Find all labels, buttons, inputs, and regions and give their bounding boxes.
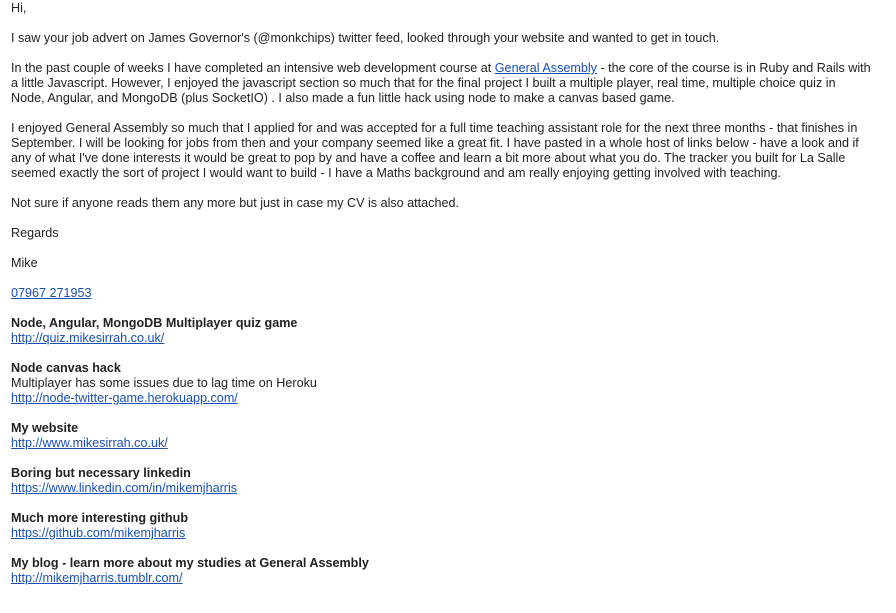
- paragraph-teaching: [11, 121, 891, 181]
- website-link[interactable]: http://www.mikesirrah.co.uk/: [11, 436, 168, 450]
- signoff: Regards: [11, 226, 59, 240]
- link-title: My website: [11, 421, 79, 435]
- linkedin-link[interactable]: https://www.linkedin.com/in/mikemjharris: [11, 481, 238, 495]
- link-title: Much more interesting github: [11, 511, 189, 525]
- course-text-start: In the past couple of weeks I have completed an intensive web development course at: [11, 61, 495, 75]
- greeting: Hi,: [11, 1, 27, 15]
- link-title: My blog - learn more about my studies at General Assembly: [11, 556, 369, 570]
- teaching-line3: any of what I've done interests it would be great to pop by and have a coffee and learn a bit more about what you do. The tracker you built for La Salle: [11, 151, 846, 165]
- blog-link[interactable]: http://mikemjharris.tumblr.com/: [11, 571, 183, 585]
- link-title: Node, Angular, MongoDB Multiplayer quiz game: [11, 316, 298, 330]
- teaching-line2: September. I will be looking for jobs from then and your company seemed like a great fit. I have pasted in a whole host of links below - have a look and if: [11, 136, 859, 150]
- canvas-game-link[interactable]: http://node-twitter-game.herokuapp.com/: [11, 391, 238, 405]
- link-block-quiz: [11, 316, 891, 346]
- course-text-line2: a little Javascript. However, I enjoyed the javascript section so much that for the final project I built a multiple player, real time, multiple choice quiz in: [11, 76, 836, 90]
- link-description: Multiplayer has some issues due to lag time on Heroku: [11, 376, 317, 390]
- sender-name: Mike: [11, 256, 38, 270]
- course-text-line1-end: - the core of the course is in Ruby and Rails with: [596, 61, 871, 75]
- link-title: Node canvas hack: [11, 361, 121, 375]
- phone-paragraph: [11, 286, 891, 301]
- link-block-blog: [11, 556, 891, 586]
- link-block-canvas: [11, 361, 891, 406]
- paragraph-intro: I saw your job advert on James Governor's (@monkchips) twitter feed, looked through your website and wanted to get in touch.: [11, 31, 720, 45]
- link-title: Boring but necessary linkedin: [11, 466, 191, 480]
- github-link[interactable]: https://github.com/mikemjharris: [11, 526, 186, 540]
- link-block-website: [11, 421, 891, 451]
- phone-link[interactable]: 07967 271953: [11, 286, 92, 300]
- teaching-line4: seemed exactly the sort of project I would want to build - I have a Maths background and am really enjoying getting involved with teaching.: [11, 166, 782, 180]
- quiz-link[interactable]: http://quiz.mikesirrah.co.uk/: [11, 331, 165, 345]
- email-body: [11, 1, 891, 601]
- course-text-line3: Node, Angular, and MongoDB (plus SocketIO) . I also made a fun little hack using node to make a canvas based game.: [11, 91, 675, 105]
- general-assembly-link[interactable]: General Assembly: [494, 61, 597, 75]
- paragraph-cv: Not sure if anyone reads them any more but just in case my CV is also attached.: [11, 196, 459, 210]
- paragraph-course: [11, 61, 891, 106]
- teaching-line1: I enjoyed General Assembly so much that I applied for and was accepted for a full time teaching assistant role for the next three months - that finishes in: [11, 121, 858, 135]
- link-block-linkedin: [11, 466, 891, 496]
- link-block-github: [11, 511, 891, 541]
